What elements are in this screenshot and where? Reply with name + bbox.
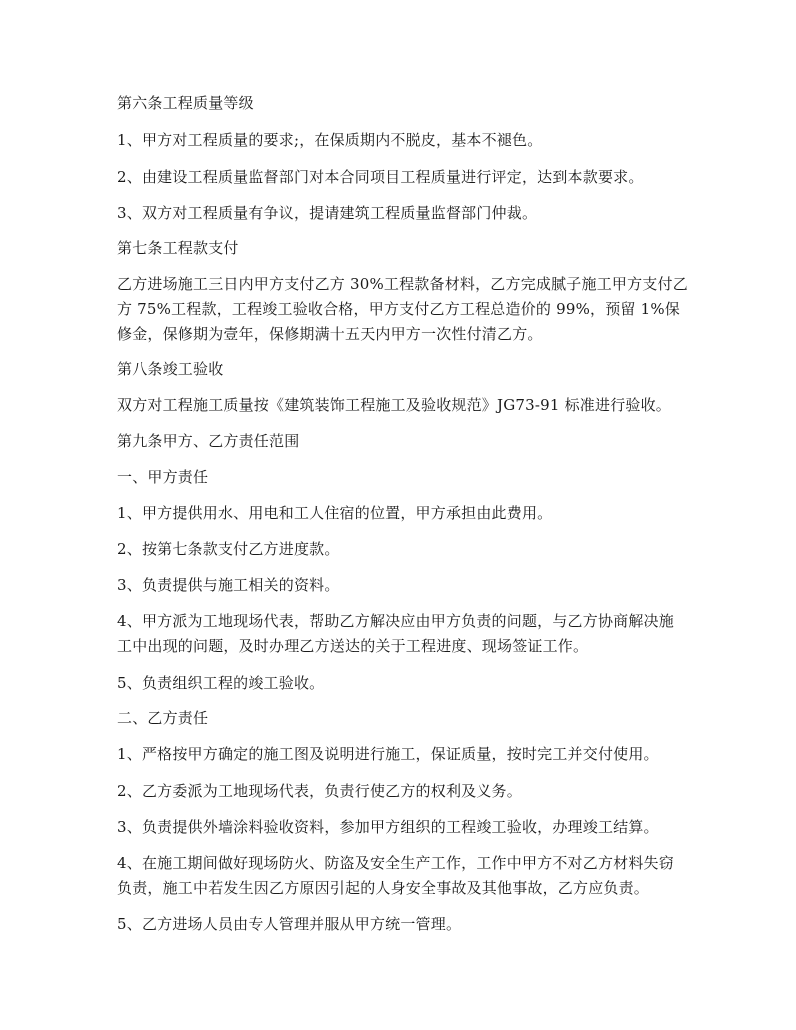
paragraph: 3、负责提供外墙涂料验收资料，参加甲方组织的工程竣工验收，办理竣工结算。 <box>117 818 659 836</box>
section-heading-article-9: 第九条甲方、乙方责任范围 <box>117 432 300 450</box>
subsection-heading-party-b: 二、乙方责任 <box>117 709 209 727</box>
paragraph: 2、由建设工程质量监督部门对本合同项目工程质量进行评定，达到本款要求。 <box>117 168 644 186</box>
section-heading-article-6: 第六条工程质量等级 <box>117 94 254 112</box>
paragraph: 5、负责组织工程的竣工验收。 <box>117 674 325 692</box>
paragraph: 1、严格按甲方确定的施工图及说明进行施工，保证质量，按时完工并交付使用。 <box>117 745 659 763</box>
section-heading-article-8: 第八条竣工验收 <box>117 360 224 378</box>
paragraph: 3、负责提供与施工相关的资料。 <box>117 576 340 594</box>
paragraph: 乙方进场施工三日内甲方支付乙方 30%工程款备材料，乙方完成腻子施工甲方支付乙方 75%工程款，工程竣工验收合格，甲方支付乙方工程总造价的 99%，预留 1%保修金，保修期为壹年，保修期满十五天内甲方一次性付清乙方。 <box>117 275 688 343</box>
section-heading-article-7: 第七条工程款支付 <box>117 239 239 257</box>
paragraph: 双方对工程施工质量按《建筑装饰工程施工及验收规范》JG73-91 标准进行验收。 <box>117 396 672 414</box>
paragraph: 2、乙方委派为工地现场代表，负责行使乙方的权利及义务。 <box>117 782 522 800</box>
paragraph: 3、双方对工程质量有争议，提请建筑工程质量监督部门仲裁。 <box>117 204 538 222</box>
paragraph: 1、甲方提供用水、用电和工人住宿的位置，甲方承担由此费用。 <box>117 504 553 522</box>
paragraph: 2、按第七条款支付乙方进度款。 <box>117 540 340 558</box>
subsection-heading-party-a: 一、甲方责任 <box>117 468 209 486</box>
paragraph: 5、乙方进场人员由专人管理并服从甲方统一管理。 <box>117 915 462 933</box>
paragraph: 4、甲方派为工地现场代表，帮助乙方解决应由甲方负责的问题，与乙方协商解决施工中出现的问题，及时办理乙方送达的关于工程进度、现场签证工作。 <box>117 612 674 655</box>
paragraph: 1、甲方对工程质量的要求;，在保质期内不脱皮，基本不褪色。 <box>117 131 543 149</box>
paragraph: 4、在施工期间做好现场防火、防盗及安全生产工作，工作中甲方不对乙方材料失窃负责，施工中若发生因乙方原因引起的人身安全事故及其他事故，乙方应负责。 <box>117 854 674 897</box>
